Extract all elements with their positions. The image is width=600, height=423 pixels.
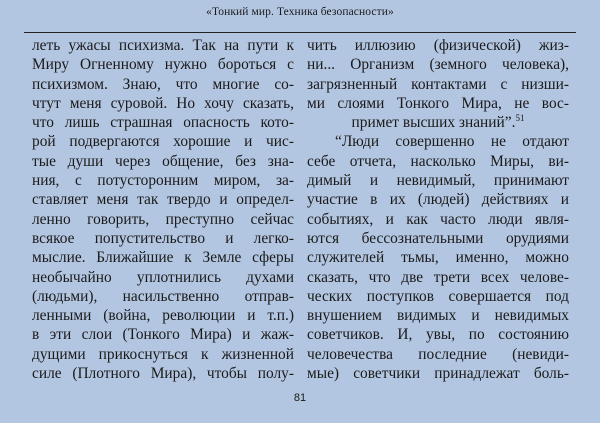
text-line: ми слоями Тонкого Мира, не вос- [307, 94, 569, 112]
text-line: сказать, что две трети всех челове- [307, 268, 569, 286]
footnote-marker[interactable]: 51 [515, 113, 525, 124]
text-line: служителей тьмы, именно, можно [307, 249, 569, 267]
text-line: психизмом. Знаю, что многие со- [32, 75, 294, 93]
quote-end-line [307, 113, 569, 132]
text-line: ни... Организм (земного человека), [307, 56, 569, 74]
header-rule [24, 32, 576, 33]
text-line: всякое попустительство и легко- [32, 229, 294, 247]
text-line: себе отчета, насколько Миры, ви- [307, 152, 569, 170]
text-line: необычайно уплотнились духами [32, 268, 294, 286]
text-line: участие в их (людей) действиях и [307, 191, 569, 209]
text-line: ленными (война, революции и т.п.) [32, 307, 294, 325]
text-line: событиях, и как часто люди явля- [307, 210, 569, 228]
left-column [32, 36, 294, 383]
text-line: (людьми), насильственно отправ- [32, 287, 294, 305]
text-line: леть ужасы психизма. Так на пути к [32, 37, 294, 54]
text-line: ются бессознательными орудиями [307, 229, 569, 247]
text-line: димый и невидимый, принимают [307, 172, 569, 190]
text-line: что лишь страшная опасность кото- [32, 114, 294, 132]
text-line: человечества последние (невиди- [307, 345, 569, 363]
text-line: силе (Плотного Мира), чтобы полу- [32, 365, 294, 383]
text-line: чить иллюзию (физической) жиз- [307, 37, 569, 54]
text-line: чтут меня суровой. Но хочу сказать, [32, 94, 294, 112]
text-line: ленно говорить, преступно сейчас [32, 210, 294, 228]
right-column [307, 36, 569, 383]
text-line: дущими прикоснуться к жизненной [32, 345, 294, 363]
text-line: тые души через общение, без зна- [32, 152, 294, 170]
running-header: «Тонкий мир. Техника безопасности» [206, 6, 394, 18]
text-line: ния, с потусторонним миром, за- [32, 172, 294, 190]
text-line: мыслие. Ближайшие к Земле сферы [32, 249, 294, 267]
text-line: мые) советчики принадлежат боль- [307, 365, 569, 383]
text-line: ставляет меня так твердо и определ- [32, 191, 294, 209]
text-line: ческих поступков совершается под [307, 287, 569, 305]
text-line: Миру Огненному нужно бороться с [32, 56, 294, 74]
page-number: 81 [293, 392, 307, 404]
quote-end-text: примет высших знаний”. [351, 114, 516, 132]
text-line: в эти слои (Тонкого Мира) и жаж- [32, 326, 294, 344]
text-line: рой подвергаются хорошие и чис- [32, 133, 294, 151]
text-line: внушением видимых и невидимых [307, 307, 569, 325]
text-line: загрязненный контактами с низши- [307, 75, 569, 93]
paragraph-first-line: “Люди совершенно не отдают [335, 133, 569, 151]
text-line: советчиков. И, увы, по состоянию [307, 326, 569, 344]
